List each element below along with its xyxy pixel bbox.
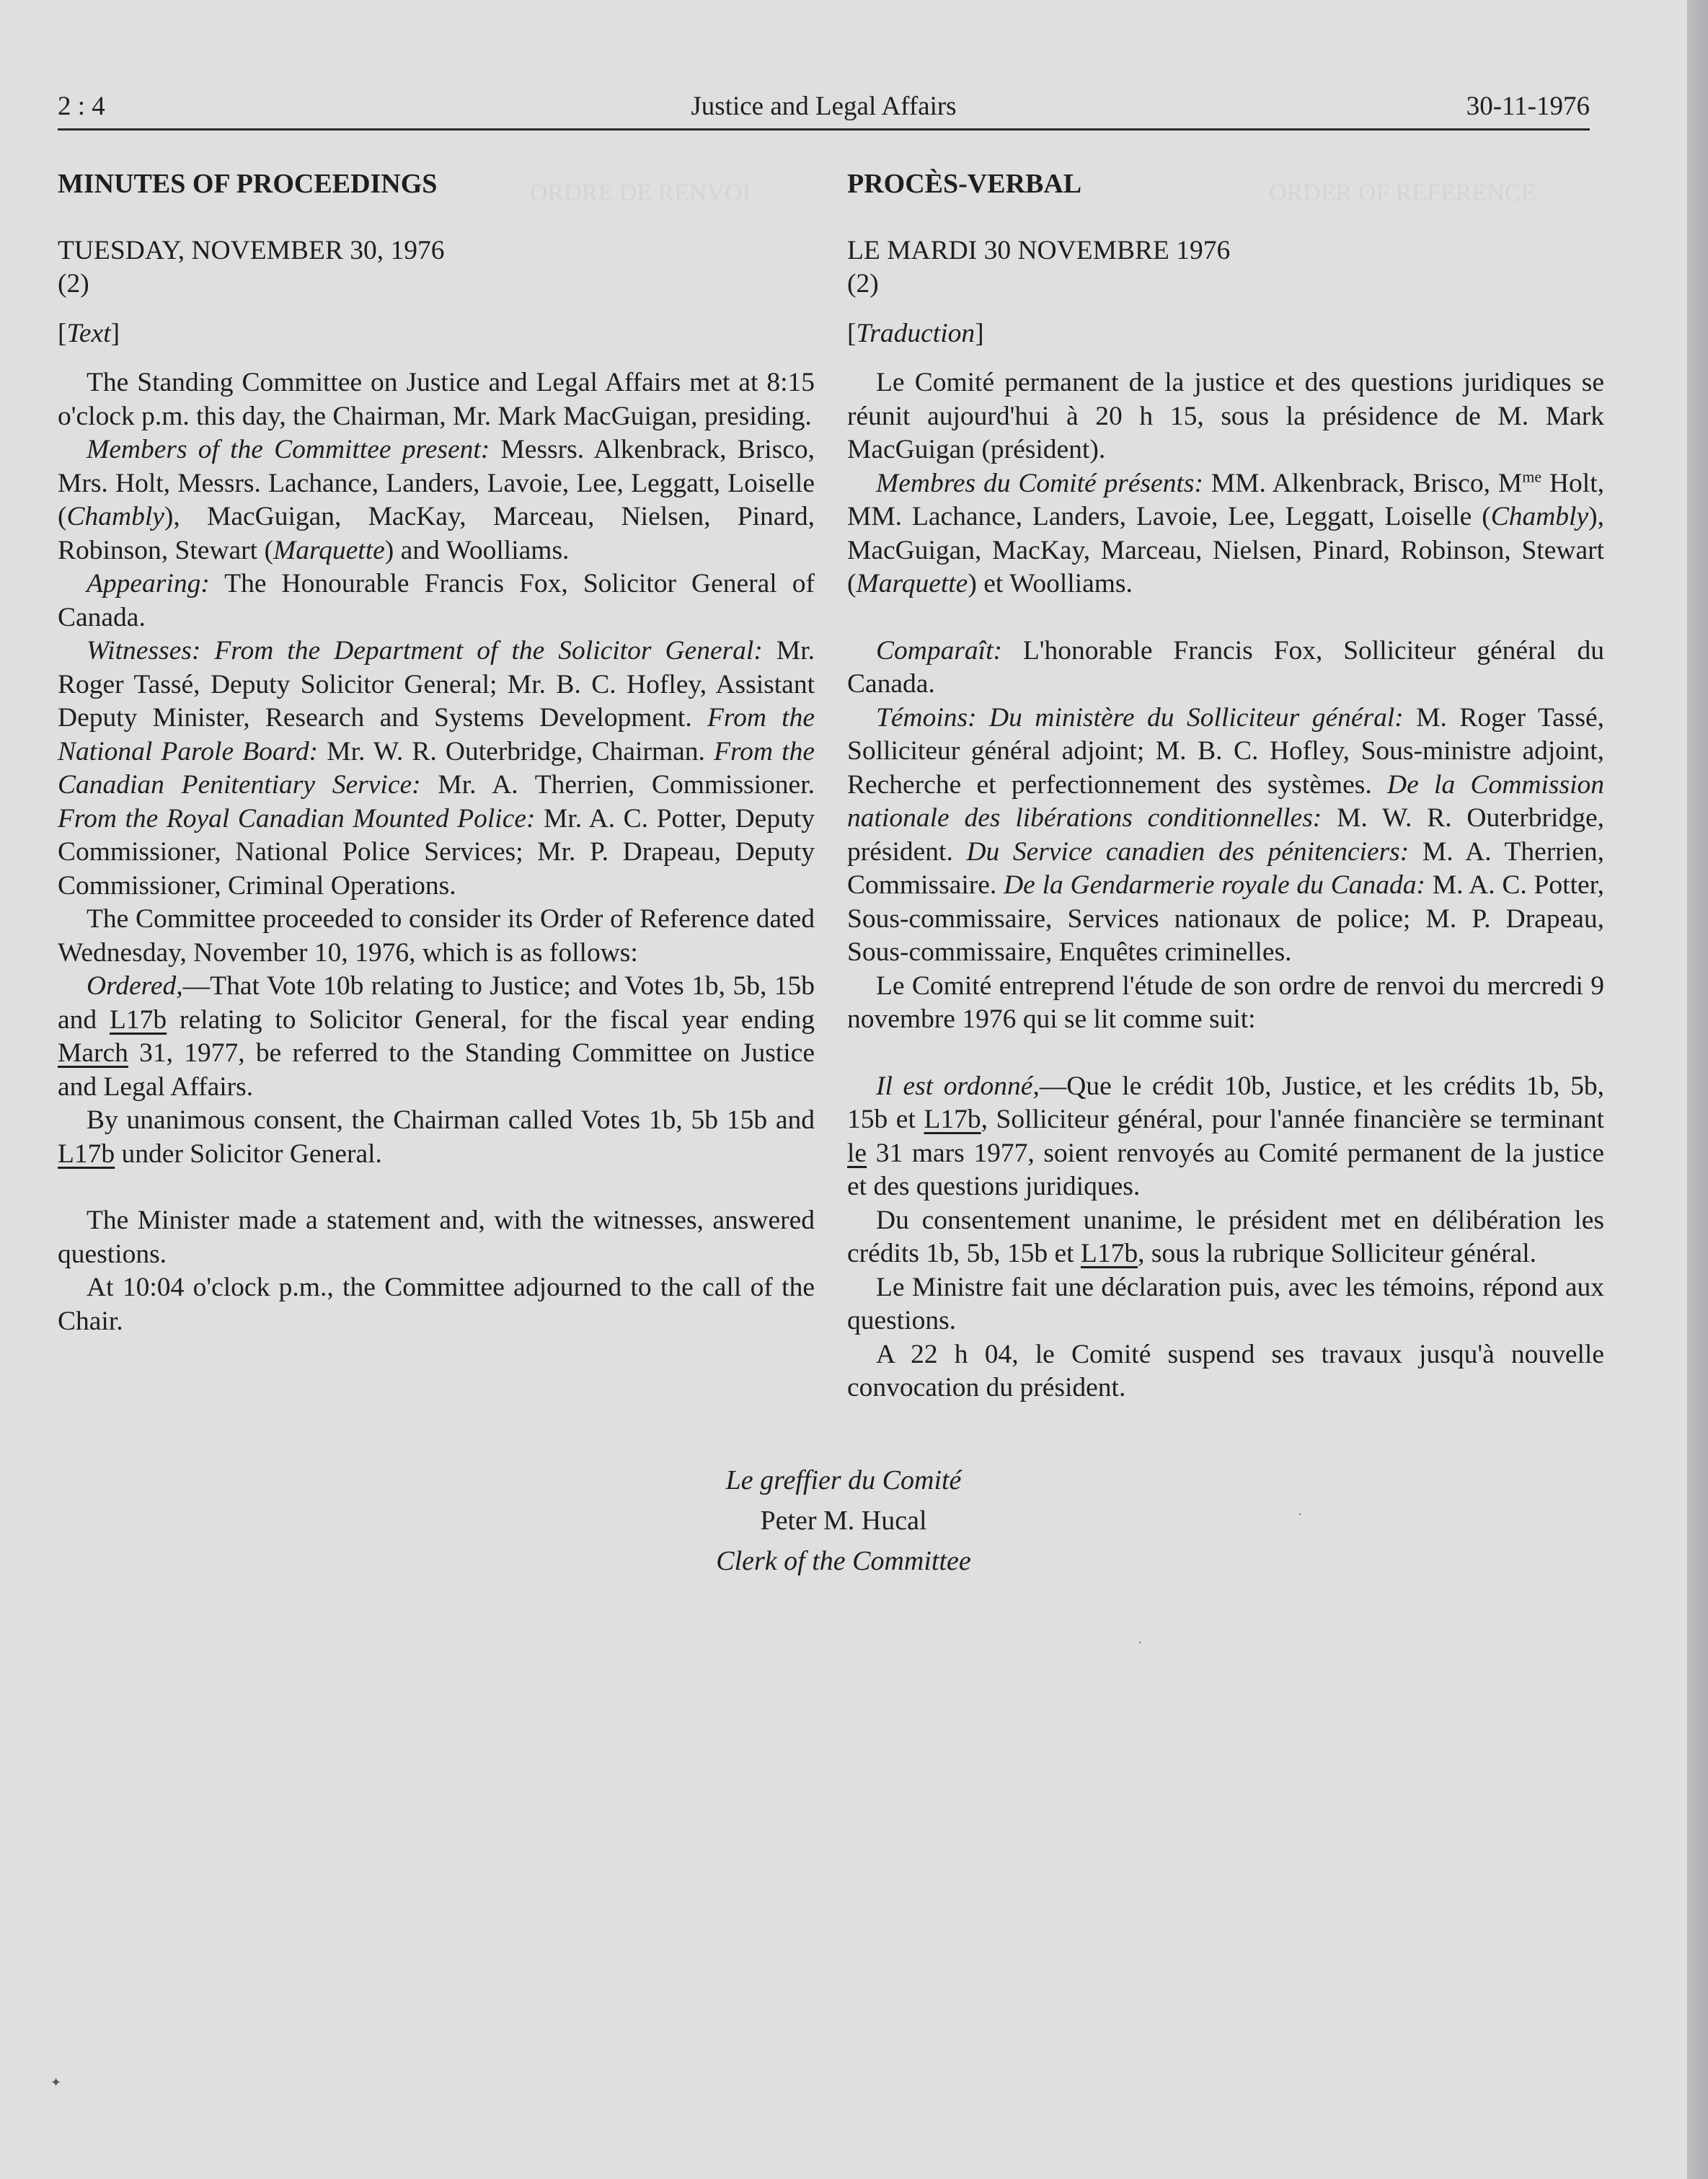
english-ordered-text3: 31, 1977, be referred to the Standing Committee on Justice and Legal Affairs. [58,1038,815,1102]
signature-block [0,1460,1687,1581]
french-ordered-le: le [847,1138,867,1168]
english-consent-l17b: L17b [58,1139,115,1169]
french-consent-text2: , sous la rubrique Solliciteur général. [1138,1239,1537,1268]
french-minister-paragraph: Le Ministre fait une déclaration puis, avec les témoins, répond aux questions. [847,1272,1604,1335]
french-ordered-text2: , Solliciteur général, pour l'année financière se terminant [981,1105,1604,1134]
english-appearing-label: Appearing: [87,569,210,598]
clerk-name: Peter M. Hucal [760,1506,927,1536]
english-consent-text1: By unanimous consent, the Chairman called Votes 1b, 5b 15b and [87,1105,815,1135]
english-witnesses-paragraph [58,635,815,903]
english-appearing-paragraph [58,567,815,635]
french-column [847,167,1604,1405]
english-witnesses-label: Witnesses: From the Department of the Solicitor General: [87,636,763,666]
french-tag-label: Traduction [856,318,975,348]
french-heading: PROCÈS-VERBAL [847,169,1082,199]
page-header [58,87,1590,128]
french-consent-paragraph [847,1204,1604,1271]
english-consent-paragraph [58,1104,815,1171]
page-number: 2 : 4 [58,92,105,121]
french-witnesses-label: Témoins: Du ministère du Solliciteur général: [876,702,1404,733]
french-witnesses-paragraph [847,702,1604,970]
english-members-text2: ), MacGuigan, MacKay, Marceau, Nielsen, Pinard, Robinson, Stewart ( [58,502,815,565]
french-ordered-text1: —Que le crédit 10b, Justice, et les crédits 1b, 5b, 15b et [847,1071,1604,1134]
english-witnesses-label2: From the National Parole Board: [58,703,815,766]
english-consent-text2: under Solicitor General. [115,1139,382,1169]
english-members-paragraph [58,433,815,567]
english-appearing-text: The Honourable Francis Fox, Solicitor General of Canada. [58,569,815,632]
english-chambly: Chambly [66,502,164,531]
scan-speck-2: · [1138,1635,1142,1650]
french-members-text: MM. Alkenbrack, Brisco, M [1203,468,1523,498]
english-members-text: Messrs. Alkenbrack, Brisco, Mrs. Holt, Messrs. Lachance, Landers, Lavoie, Lee, Leggatt, Loiselle ( [58,435,815,531]
english-marquette: Marquette [273,535,385,565]
english-minister-paragraph: The Minister made a statement and, with the witnesses, answered questions. [58,1206,815,1269]
french-opening-paragraph: Le Comité permanent de la justice et des questions juridiques se réunit aujourd'hui à 20 h 15, sous la présidence de M. Mark MacGuigan (président). [847,368,1604,464]
header-rule [58,128,1590,131]
french-text-tag: [Traduction] [847,318,984,348]
page-edge [1687,0,1708,2179]
english-date: TUESDAY, NOVEMBER 30, 1976 [58,235,445,265]
english-ordered-text1: —That Vote 10b relating to Justice; and Votes 1b, 5b, 15b and [58,971,815,1035]
french-ordered-paragraph [847,1070,1604,1204]
french-adjourn-paragraph: A 22 h 04, le Comité suspend ses travaux jusqu'à nouvelle convocation du président. [847,1339,1604,1402]
english-ordered-text2: relating to Solicitor General, for the fiscal year ending [167,1004,815,1035]
bleed-through-text-2: ORDRE DE RENVOI [530,180,751,206]
english-ordered-march: March [58,1038,128,1068]
french-witnesses-label3: Du Service canadien des pénitenciers: [966,836,1410,867]
french-members-label: Membres du Comité présents: [876,468,1203,498]
english-members-text3: ) and Woolliams. [384,535,570,565]
english-text-tag: [Text] [58,318,120,348]
english-meeting-number: (2) [58,269,89,299]
english-witnesses-text1: Mr. Roger Tassé, Deputy Solicitor General; Mr. B. C. Hofley, Assistant Deputy Minister, Research and Systems Development. [58,636,815,733]
english-opening-paragraph: The Standing Committee on Justice and Legal Affairs met at 8:15 o'clock p.m. this day, the Chairman, Mr. Mark MacGuigan, presiding. [58,368,815,431]
french-ordered-l17b: L17b [924,1105,981,1134]
english-witnesses-text4: Mr. A. C. Potter, Deputy Commissioner, National Police Services; Mr. P. Drapeau, Deputy Commissioner, Criminal Operations. [58,803,815,901]
french-ordered-text3: 31 mars 1977, soient renvoyés au Comité permanent de la justice et des questions juridiques. [847,1138,1604,1201]
french-members-text2: ), MacGuigan, MacKay, Marceau, Nielsen, Pinard, Robinson, Stewart ( [847,502,1604,598]
english-heading: MINUTES OF PROCEEDINGS [58,169,438,199]
clerk-title-french: Le greffier du Comité [725,1465,962,1495]
french-witnesses-text3: M. A. Therrien, Commissaire. [847,836,1604,900]
english-members-label: Members of the Committee present: [87,435,490,464]
french-chambly: Chambly [1490,502,1589,531]
scan-speck: ✦ [50,2075,62,2090]
french-ordered-label: Il est ordonné, [876,1071,1040,1101]
french-date: LE MARDI 30 NOVEMBRE 1976 [847,235,1231,265]
english-ordered-paragraph [58,970,815,1104]
english-tag-label: Text [66,318,111,348]
french-meeting-number: (2) [847,269,879,299]
english-witnesses-label3: From the Canadian Penitentiary Service: [58,736,815,800]
french-witnesses-text2: M. W. R. Outerbridge, président. [847,803,1604,867]
french-witnesses-text1: M. Roger Tassé, Solliciteur général adjoint; M. B. C. Hofley, Sous-ministre adjoint, Recherche et perfectionnement des systèmes. [847,702,1604,800]
french-marquette: Marquette [856,569,968,598]
bleed-through-text: ORDER OF REFERENCE [1269,180,1536,206]
english-witnesses-text2: Mr. W. R. Outerbridge, Chairman. [318,736,714,766]
french-members-text1b: Holt, MM. Lachance, Landers, Lavoie, Lee, Leggatt, Loiselle ( [847,468,1604,531]
french-order-paragraph: Le Comité entreprend l'étude de son ordre de renvoi du mercredi 9 novembre 1976 qui se lit comme suit: [847,971,1604,1034]
english-ordered-label: Ordered, [87,971,183,1001]
french-witnesses-label2: De la Commission nationale des libérations conditionnelles: [847,769,1604,833]
french-appearing-text: L'honorable Francis Fox, Solliciteur général du Canada. [847,635,1604,699]
running-title: Justice and Legal Affairs [691,92,957,121]
english-witnesses-label4: From the Royal Canadian Mounted Police: [58,803,536,834]
scan-speck-3: · [1298,1507,1302,1521]
english-adjourn-paragraph: At 10:04 o'clock p.m., the Committee adjourned to the call of the Chair. [58,1273,815,1336]
french-appearing-paragraph [847,635,1604,702]
french-appearing-label: Comparaît: [876,635,1003,666]
header-date: 30-11-1976 [1466,92,1590,121]
french-witnesses-label4: De la Gendarmerie royale du Canada: [1004,870,1425,900]
english-column [58,167,815,1338]
english-ordered-l17b: L17b [110,1004,167,1035]
french-members-text3: ) et Woolliams. [968,569,1133,598]
english-order-paragraph: The Committee proceeded to consider its Order of Reference dated Wednesday, November 10, 1976, which is as follows: [58,904,815,968]
french-members-paragraph [847,467,1604,601]
french-members-sup: me [1522,467,1542,485]
french-consent-l17b: L17b [1080,1239,1138,1268]
french-consent-text1: Du consentement unanime, le président met en délibération les crédits 1b, 5b, 15b et [847,1205,1604,1268]
english-witnesses-text3: Mr. A. Therrien, Commissioner. [420,770,815,800]
french-witnesses-text4: M. A. C. Potter, Sous-commissaire, Services nationaux de police; M. P. Drapeau, Sous-commissaire, Enquêtes criminelles. [847,870,1604,967]
clerk-title-english: Clerk of the Committee [716,1546,971,1576]
